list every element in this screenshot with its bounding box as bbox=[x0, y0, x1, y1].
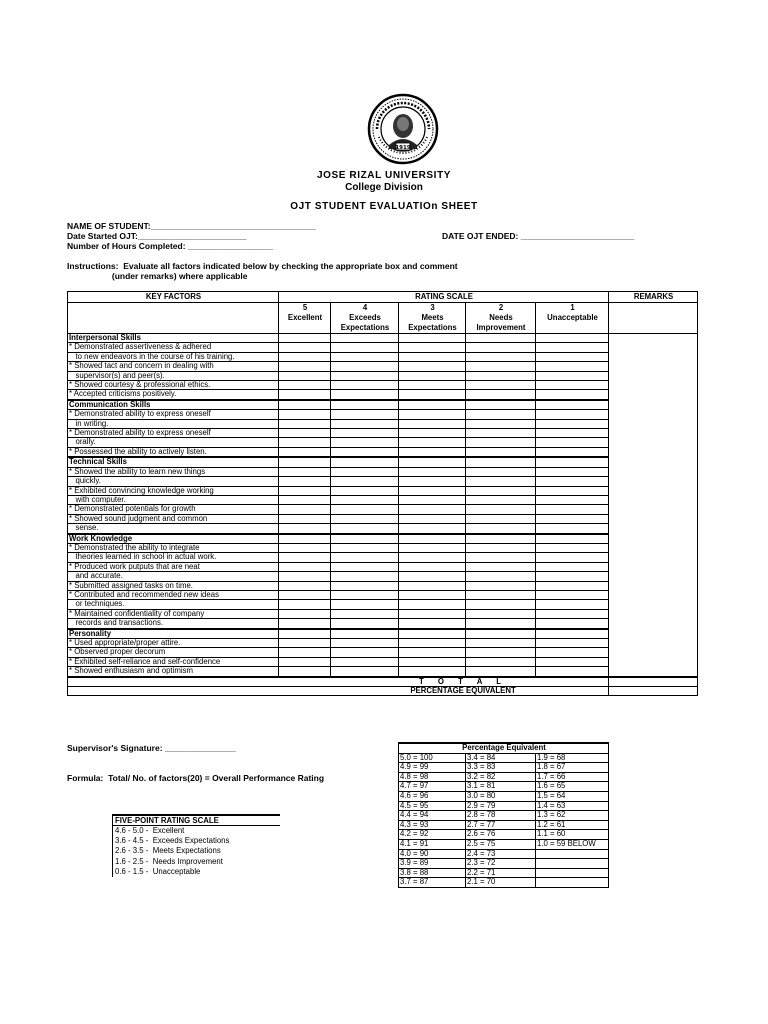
key-factor-item: * Showed the ability to learn new things bbox=[68, 467, 279, 476]
rating-checkbox-cell[interactable] bbox=[536, 553, 609, 562]
rating-checkbox-cell[interactable] bbox=[331, 467, 399, 476]
rating-checkbox-cell[interactable] bbox=[279, 639, 331, 648]
rating-checkbox-cell[interactable] bbox=[279, 438, 331, 447]
percentage-cell: 1.2 = 61 bbox=[536, 820, 609, 830]
rating-checkbox-cell[interactable] bbox=[466, 505, 536, 514]
five-point-item: 0.6 - 1.5 - Unacceptable bbox=[112, 867, 280, 877]
remarks-header: REMARKS bbox=[609, 292, 698, 303]
key-factor-item: * Showed enthusiasm and optimism bbox=[68, 667, 279, 677]
percentage-cell: 2.9 = 79 bbox=[466, 801, 536, 811]
rating-checkbox-cell[interactable] bbox=[279, 590, 331, 599]
rating-checkbox-cell[interactable] bbox=[279, 429, 331, 438]
rating-checkbox-cell[interactable] bbox=[466, 543, 536, 552]
rating-checkbox-cell[interactable] bbox=[399, 371, 466, 380]
rating-checkbox-cell[interactable] bbox=[399, 410, 466, 419]
rating-checkbox-cell[interactable] bbox=[536, 600, 609, 609]
percentage-cell: 4.3 = 93 bbox=[399, 820, 466, 830]
rating-checkbox-cell[interactable] bbox=[536, 429, 609, 438]
rating-checkbox-cell[interactable] bbox=[331, 429, 399, 438]
percentage-table-title: Percentage Equivalent bbox=[399, 743, 609, 753]
category-label: Personality bbox=[68, 629, 279, 639]
rating-checkbox-cell[interactable] bbox=[399, 343, 466, 352]
rating-checkbox-cell[interactable] bbox=[466, 514, 536, 523]
key-factor-item: * Observed proper decorum bbox=[68, 648, 279, 657]
rating-checkbox-cell[interactable] bbox=[536, 609, 609, 618]
percentage-cell: 3.4 = 84 bbox=[466, 753, 536, 763]
rating-checkbox-cell[interactable] bbox=[331, 419, 399, 428]
instructions-line-1: Instructions: Evaluate all factors indicated below by checking the appropriate box and comment bbox=[67, 261, 458, 271]
rating-checkbox-cell[interactable] bbox=[536, 486, 609, 495]
key-factor-item: * Showed tact and concern in dealing with bbox=[68, 362, 279, 371]
rating-checkbox-cell[interactable] bbox=[279, 419, 331, 428]
rating-checkbox-cell[interactable] bbox=[279, 410, 331, 419]
percentage-cell: 1.9 = 68 bbox=[536, 753, 609, 763]
rating-checkbox-cell[interactable] bbox=[466, 581, 536, 590]
rating-checkbox-cell[interactable] bbox=[536, 581, 609, 590]
rating-checkbox-cell[interactable] bbox=[399, 505, 466, 514]
rating-checkbox-cell[interactable] bbox=[279, 534, 331, 544]
hours-completed-field[interactable]: Number of Hours Completed: __________________ bbox=[67, 241, 273, 251]
rating-checkbox-cell[interactable] bbox=[399, 390, 466, 400]
rating-checkbox-cell[interactable] bbox=[536, 371, 609, 380]
rating-checkbox-cell[interactable] bbox=[331, 629, 399, 639]
scale-5: 5 Excellent bbox=[279, 303, 331, 334]
rating-checkbox-cell[interactable] bbox=[331, 572, 399, 581]
rating-checkbox-cell[interactable] bbox=[399, 467, 466, 476]
student-name-field[interactable]: NAME OF STUDENT:___________________________________ bbox=[67, 221, 317, 231]
percentage-cell bbox=[536, 849, 609, 859]
percentage-cell: 3.2 = 82 bbox=[466, 772, 536, 782]
formula-text: Formula: Total/ No. of factors(20) = Overall Performance Rating bbox=[67, 773, 325, 783]
rating-checkbox-cell[interactable] bbox=[466, 524, 536, 534]
rating-checkbox-cell[interactable] bbox=[279, 629, 331, 639]
key-factor-item: with computer. bbox=[68, 495, 279, 504]
rating-checkbox-cell[interactable] bbox=[399, 381, 466, 390]
rating-checkbox-cell[interactable] bbox=[279, 553, 331, 562]
percentage-cell: 1.0 = 59 BELOW bbox=[536, 839, 609, 849]
rating-checkbox-cell[interactable] bbox=[466, 553, 536, 562]
rating-checkbox-cell[interactable] bbox=[536, 629, 609, 639]
rating-checkbox-cell[interactable] bbox=[279, 447, 331, 457]
percentage-cell: 1.1 = 60 bbox=[536, 830, 609, 840]
rating-checkbox-cell[interactable] bbox=[331, 657, 399, 666]
rating-checkbox-cell[interactable] bbox=[466, 648, 536, 657]
percentage-cell: 4.5 = 95 bbox=[399, 801, 466, 811]
rating-checkbox-cell[interactable] bbox=[399, 562, 466, 571]
rating-checkbox-cell[interactable] bbox=[331, 362, 399, 371]
five-point-scale bbox=[112, 814, 280, 877]
percentage-cell: 3.1 = 81 bbox=[466, 782, 536, 792]
percentage-cell: 2.8 = 78 bbox=[466, 811, 536, 821]
key-factor-item: sense. bbox=[68, 524, 279, 534]
rating-checkbox-cell[interactable] bbox=[331, 619, 399, 629]
rating-checkbox-cell[interactable] bbox=[466, 371, 536, 380]
rating-checkbox-cell[interactable] bbox=[399, 447, 466, 457]
sheet-title: OJT STUDENT EVALUATIOn SHEET bbox=[290, 201, 478, 212]
rating-checkbox-cell[interactable] bbox=[466, 486, 536, 495]
key-factor-item: * Accepted criticisms positively. bbox=[68, 390, 279, 400]
key-factor-item: * Demonstrated the ability to integrate bbox=[68, 543, 279, 552]
rating-checkbox-cell[interactable] bbox=[399, 352, 466, 361]
rating-checkbox-cell[interactable] bbox=[466, 352, 536, 361]
rating-checkbox-cell[interactable] bbox=[279, 362, 331, 371]
rating-checkbox-cell[interactable] bbox=[331, 590, 399, 599]
rating-checkbox-cell[interactable] bbox=[536, 639, 609, 648]
rating-checkbox-cell[interactable] bbox=[466, 667, 536, 677]
rating-checkbox-cell[interactable] bbox=[536, 657, 609, 666]
date-started-field[interactable]: Date Started OJT:_______________________ bbox=[67, 231, 247, 241]
division-name: College Division bbox=[345, 182, 423, 193]
rating-checkbox-cell[interactable] bbox=[279, 543, 331, 552]
key-factor-item: * Submitted assigned tasks on time. bbox=[68, 581, 279, 590]
rating-checkbox-cell[interactable] bbox=[399, 600, 466, 609]
rating-checkbox-cell[interactable] bbox=[536, 419, 609, 428]
five-point-item: 4.6 - 5.0 - Excellent bbox=[112, 826, 280, 836]
rating-checkbox-cell[interactable] bbox=[331, 514, 399, 523]
rating-checkbox-cell[interactable] bbox=[279, 572, 331, 581]
university-seal-icon bbox=[367, 93, 439, 165]
scale-2: 2 Needs Improvement bbox=[466, 303, 536, 334]
rating-checkbox-cell[interactable] bbox=[466, 429, 536, 438]
rating-checkbox-cell[interactable] bbox=[279, 486, 331, 495]
rating-checkbox-cell[interactable] bbox=[536, 619, 609, 629]
percentage-cell: 3.9 = 89 bbox=[399, 859, 466, 869]
rating-checkbox-cell[interactable] bbox=[466, 600, 536, 609]
rating-checkbox-cell[interactable] bbox=[466, 410, 536, 419]
rating-checkbox-cell[interactable] bbox=[331, 400, 399, 410]
rating-checkbox-cell[interactable] bbox=[279, 457, 331, 467]
rating-checkbox-cell[interactable] bbox=[466, 572, 536, 581]
rating-checkbox-cell[interactable] bbox=[279, 371, 331, 380]
key-factor-item: * Exhibited self-reliance and self-confidence bbox=[68, 657, 279, 666]
percentage-equivalent-table bbox=[398, 742, 609, 888]
rating-checkbox-cell[interactable] bbox=[279, 505, 331, 514]
percentage-cell: 1.4 = 63 bbox=[536, 801, 609, 811]
key-factor-item: in writing. bbox=[68, 419, 279, 428]
rating-checkbox-cell[interactable] bbox=[279, 609, 331, 618]
percentage-cell: 1.5 = 64 bbox=[536, 791, 609, 801]
rating-checkbox-cell[interactable] bbox=[331, 438, 399, 447]
rating-checkbox-cell[interactable] bbox=[399, 534, 466, 544]
percentage-equivalent-label: PERCENTAGE EQUIVALENT bbox=[68, 687, 609, 696]
rating-checkbox-cell[interactable] bbox=[279, 343, 331, 352]
rating-checkbox-cell[interactable] bbox=[536, 514, 609, 523]
rating-checkbox-cell[interactable] bbox=[466, 334, 536, 343]
rating-checkbox-cell[interactable] bbox=[399, 495, 466, 504]
rating-checkbox-cell[interactable] bbox=[331, 381, 399, 390]
rating-checkbox-cell[interactable] bbox=[279, 562, 331, 571]
rating-checkbox-cell[interactable] bbox=[399, 619, 466, 629]
percentage-cell: 1.7 = 66 bbox=[536, 772, 609, 782]
rating-checkbox-cell[interactable] bbox=[466, 467, 536, 476]
percentage-cell: 4.1 = 91 bbox=[399, 839, 466, 849]
key-factor-item: * Demonstrated ability to express oneself bbox=[68, 410, 279, 419]
rating-checkbox-cell[interactable] bbox=[331, 600, 399, 609]
rating-checkbox-cell[interactable] bbox=[536, 505, 609, 514]
svg-text:1919: 1919 bbox=[395, 145, 411, 151]
percentage-cell: 4.6 = 96 bbox=[399, 791, 466, 801]
rating-checkbox-cell[interactable] bbox=[279, 477, 331, 486]
rating-checkbox-cell[interactable] bbox=[279, 495, 331, 504]
rating-checkbox-cell[interactable] bbox=[399, 553, 466, 562]
rating-checkbox-cell[interactable] bbox=[466, 629, 536, 639]
rating-checkbox-cell[interactable] bbox=[536, 381, 609, 390]
rating-checkbox-cell[interactable] bbox=[466, 343, 536, 352]
rating-checkbox-cell[interactable] bbox=[399, 477, 466, 486]
percentage-cell: 2.5 = 75 bbox=[466, 839, 536, 849]
rating-checkbox-cell[interactable] bbox=[466, 534, 536, 544]
rating-checkbox-cell[interactable] bbox=[466, 447, 536, 457]
percentage-cell: 3.8 = 88 bbox=[399, 868, 466, 878]
rating-checkbox-cell[interactable] bbox=[331, 648, 399, 657]
rating-checkbox-cell[interactable] bbox=[536, 438, 609, 447]
rating-checkbox-cell[interactable] bbox=[279, 667, 331, 677]
percentage-cell: 3.0 = 80 bbox=[466, 791, 536, 801]
rating-checkbox-cell[interactable] bbox=[279, 467, 331, 476]
rating-checkbox-cell[interactable] bbox=[399, 457, 466, 467]
percentage-cell: 2.7 = 77 bbox=[466, 820, 536, 830]
rating-checkbox-cell[interactable] bbox=[536, 352, 609, 361]
key-factor-item: or techniques. bbox=[68, 600, 279, 609]
rating-checkbox-cell[interactable] bbox=[399, 419, 466, 428]
instructions-line-2: (under remarks) where applicable bbox=[67, 271, 248, 281]
rating-checkbox-cell[interactable] bbox=[466, 590, 536, 599]
rating-checkbox-cell[interactable] bbox=[466, 438, 536, 447]
rating-checkbox-cell[interactable] bbox=[331, 524, 399, 534]
rating-checkbox-cell[interactable] bbox=[536, 562, 609, 571]
key-factor-item: records and transactions. bbox=[68, 619, 279, 629]
rating-checkbox-cell[interactable] bbox=[466, 419, 536, 428]
rating-checkbox-cell[interactable] bbox=[331, 534, 399, 544]
five-point-title: FIVE-POINT RATING SCALE bbox=[112, 814, 280, 826]
rating-checkbox-cell[interactable] bbox=[466, 400, 536, 410]
percentage-cell: 5.0 = 100 bbox=[399, 753, 466, 763]
scale-1: 1 Unacceptable bbox=[536, 303, 609, 334]
key-factor-item: orally. bbox=[68, 438, 279, 447]
rating-checkbox-cell[interactable] bbox=[331, 352, 399, 361]
percentage-cell: 1.8 = 67 bbox=[536, 763, 609, 773]
rating-checkbox-cell[interactable] bbox=[331, 486, 399, 495]
rating-checkbox-cell[interactable] bbox=[399, 648, 466, 657]
rating-checkbox-cell[interactable] bbox=[536, 543, 609, 552]
rating-checkbox-cell[interactable] bbox=[279, 524, 331, 534]
rating-checkbox-cell[interactable] bbox=[466, 562, 536, 571]
rating-checkbox-cell[interactable] bbox=[466, 639, 536, 648]
evaluation-table bbox=[67, 291, 698, 696]
rating-checkbox-cell[interactable] bbox=[279, 648, 331, 657]
rating-checkbox-cell[interactable] bbox=[399, 514, 466, 523]
key-factor-item: * Possessed the ability to actively listen. bbox=[68, 447, 279, 457]
category-label: Communication Skills bbox=[68, 400, 279, 410]
rating-checkbox-cell[interactable] bbox=[466, 390, 536, 400]
rating-checkbox-cell[interactable] bbox=[331, 581, 399, 590]
rating-checkbox-cell[interactable] bbox=[536, 343, 609, 352]
rating-checkbox-cell[interactable] bbox=[399, 334, 466, 343]
rating-checkbox-cell[interactable] bbox=[331, 553, 399, 562]
rating-checkbox-cell[interactable] bbox=[399, 400, 466, 410]
rating-checkbox-cell[interactable] bbox=[331, 334, 399, 343]
percentage-cell: 4.7 = 97 bbox=[399, 782, 466, 792]
rating-checkbox-cell[interactable] bbox=[331, 667, 399, 677]
rating-checkbox-cell[interactable] bbox=[466, 477, 536, 486]
percentage-cell: 2.1 = 70 bbox=[466, 878, 536, 888]
rating-checkbox-cell[interactable] bbox=[466, 657, 536, 666]
key-factor-item: theories learned in school in actual work. bbox=[68, 553, 279, 562]
key-factor-item: to new endeavors in the course of his training. bbox=[68, 352, 279, 361]
rating-checkbox-cell[interactable] bbox=[279, 514, 331, 523]
percentage-cell: 4.0 = 90 bbox=[399, 849, 466, 859]
rating-checkbox-cell[interactable] bbox=[466, 495, 536, 504]
rating-checkbox-cell[interactable] bbox=[331, 390, 399, 400]
rating-checkbox-cell[interactable] bbox=[536, 362, 609, 371]
rating-checkbox-cell[interactable] bbox=[331, 343, 399, 352]
rating-scale-header: RATING SCALE bbox=[279, 292, 609, 303]
key-factor-item: * Showed courtesy & professional ethics. bbox=[68, 381, 279, 390]
rating-checkbox-cell[interactable] bbox=[399, 486, 466, 495]
percentage-cell: 2.3 = 72 bbox=[466, 859, 536, 869]
key-factor-item: * Showed sound judgment and common bbox=[68, 514, 279, 523]
five-point-item: 2.6 - 3.5 - Meets Expectations bbox=[112, 846, 280, 856]
rating-checkbox-cell[interactable] bbox=[279, 352, 331, 361]
rating-checkbox-cell[interactable] bbox=[536, 534, 609, 544]
rating-checkbox-cell[interactable] bbox=[399, 362, 466, 371]
rating-checkbox-cell[interactable] bbox=[536, 390, 609, 400]
rating-checkbox-cell[interactable] bbox=[279, 657, 331, 666]
key-factor-item: * Exhibited convincing knowledge working bbox=[68, 486, 279, 495]
date-ended-field[interactable]: DATE OJT ENDED: ________________________ bbox=[442, 231, 635, 241]
rating-checkbox-cell[interactable] bbox=[466, 609, 536, 618]
key-factor-item: * Produced work putputs that are neat bbox=[68, 562, 279, 571]
rating-checkbox-cell[interactable] bbox=[399, 581, 466, 590]
key-factor-item: supervisor(s) and peer(s). bbox=[68, 371, 279, 380]
university-name: JOSE RIZAL UNIVERSITY bbox=[316, 170, 452, 181]
remarks-cell[interactable] bbox=[609, 334, 698, 677]
key-factor-item: * Contributed and recommended new ideas bbox=[68, 590, 279, 599]
percentage-cell: 1.3 = 62 bbox=[536, 811, 609, 821]
rating-checkbox-cell[interactable] bbox=[331, 495, 399, 504]
rating-checkbox-cell[interactable] bbox=[536, 572, 609, 581]
rating-checkbox-cell[interactable] bbox=[399, 667, 466, 677]
rating-checkbox-cell[interactable] bbox=[399, 438, 466, 447]
scale-3: 3 Meets Expectations bbox=[399, 303, 466, 334]
rating-checkbox-cell[interactable] bbox=[331, 562, 399, 571]
percentage-cell: 2.2 = 71 bbox=[466, 868, 536, 878]
rating-checkbox-cell[interactable] bbox=[466, 619, 536, 629]
category-label: Work Knowledge bbox=[68, 534, 279, 544]
percentage-cell: 2.4 = 73 bbox=[466, 849, 536, 859]
rating-checkbox-cell[interactable] bbox=[331, 410, 399, 419]
key-factor-item: * Maintained confidentiality of company bbox=[68, 609, 279, 618]
total-value-cell[interactable] bbox=[609, 677, 698, 687]
rating-checkbox-cell[interactable] bbox=[331, 477, 399, 486]
percentage-cell: 3.3 = 83 bbox=[466, 763, 536, 773]
rating-checkbox-cell[interactable] bbox=[399, 572, 466, 581]
rating-checkbox-cell[interactable] bbox=[331, 505, 399, 514]
five-point-item: 3.6 - 4.5 - Exceeds Expectations bbox=[112, 836, 280, 846]
rating-checkbox-cell[interactable] bbox=[331, 639, 399, 648]
rating-checkbox-cell[interactable] bbox=[279, 400, 331, 410]
rating-checkbox-cell[interactable] bbox=[399, 657, 466, 666]
percentage-cell bbox=[536, 859, 609, 869]
key-factors-header: KEY FACTORS bbox=[68, 292, 279, 303]
key-factor-item: * Demonstrated potentials for growth bbox=[68, 505, 279, 514]
rating-checkbox-cell[interactable] bbox=[279, 581, 331, 590]
rating-checkbox-cell[interactable] bbox=[536, 495, 609, 504]
rating-checkbox-cell[interactable] bbox=[466, 381, 536, 390]
rating-checkbox-cell[interactable] bbox=[399, 429, 466, 438]
rating-checkbox-cell[interactable] bbox=[536, 467, 609, 476]
rating-checkbox-cell[interactable] bbox=[279, 600, 331, 609]
rating-checkbox-cell[interactable] bbox=[331, 543, 399, 552]
rating-checkbox-cell[interactable] bbox=[399, 590, 466, 599]
rating-checkbox-cell[interactable] bbox=[466, 457, 536, 467]
supervisor-signature-field[interactable]: Supervisor's Signature: _______________ bbox=[67, 743, 236, 753]
rating-checkbox-cell[interactable] bbox=[536, 524, 609, 534]
percentage-cell: 1.6 = 65 bbox=[536, 782, 609, 792]
percentage-cell: 4.4 = 94 bbox=[399, 811, 466, 821]
percentage-equivalent-cell[interactable] bbox=[609, 687, 698, 696]
key-factor-item: * Demonstrated ability to express oneself bbox=[68, 429, 279, 438]
rating-checkbox-cell[interactable] bbox=[536, 400, 609, 410]
key-factor-item: and accurate. bbox=[68, 572, 279, 581]
rating-checkbox-cell[interactable] bbox=[399, 543, 466, 552]
rating-checkbox-cell[interactable] bbox=[466, 362, 536, 371]
rating-checkbox-cell[interactable] bbox=[536, 457, 609, 467]
rating-checkbox-cell[interactable] bbox=[331, 457, 399, 467]
rating-checkbox-cell[interactable] bbox=[536, 477, 609, 486]
rating-checkbox-cell[interactable] bbox=[279, 381, 331, 390]
rating-checkbox-cell[interactable] bbox=[536, 410, 609, 419]
rating-checkbox-cell[interactable] bbox=[536, 648, 609, 657]
key-factor-item: quickly. bbox=[68, 477, 279, 486]
rating-checkbox-cell[interactable] bbox=[331, 371, 399, 380]
rating-checkbox-cell[interactable] bbox=[399, 524, 466, 534]
rating-checkbox-cell[interactable] bbox=[279, 390, 331, 400]
key-factor-item: * Demonstrated assertiveness & adhered bbox=[68, 343, 279, 352]
percentage-cell: 4.8 = 98 bbox=[399, 772, 466, 782]
total-label: T O T A L bbox=[68, 677, 609, 687]
rating-checkbox-cell[interactable] bbox=[536, 447, 609, 457]
percentage-cell bbox=[536, 868, 609, 878]
percentage-cell: 4.9 = 99 bbox=[399, 763, 466, 773]
rating-checkbox-cell[interactable] bbox=[536, 334, 609, 343]
rating-checkbox-cell[interactable] bbox=[331, 447, 399, 457]
category-label: Interpersonal Skills bbox=[68, 334, 279, 343]
percentage-cell bbox=[536, 878, 609, 888]
rating-checkbox-cell[interactable] bbox=[399, 609, 466, 618]
five-point-item: 1.6 - 2.5 - Needs Improvement bbox=[112, 857, 280, 867]
rating-checkbox-cell[interactable] bbox=[536, 667, 609, 677]
percentage-cell: 4.2 = 92 bbox=[399, 830, 466, 840]
percentage-cell: 2.6 = 76 bbox=[466, 830, 536, 840]
rating-checkbox-cell[interactable] bbox=[279, 334, 331, 343]
rating-checkbox-cell[interactable] bbox=[399, 629, 466, 639]
rating-checkbox-cell[interactable] bbox=[536, 590, 609, 599]
key-factor-item: * Used appropriate/proper attire. bbox=[68, 639, 279, 648]
scale-4: 4 Exceeds Expectations bbox=[331, 303, 399, 334]
rating-checkbox-cell[interactable] bbox=[331, 609, 399, 618]
category-label: Technical Skills bbox=[68, 457, 279, 467]
percentage-cell: 3.7 = 87 bbox=[399, 878, 466, 888]
rating-checkbox-cell[interactable] bbox=[399, 639, 466, 648]
rating-checkbox-cell[interactable] bbox=[279, 619, 331, 629]
